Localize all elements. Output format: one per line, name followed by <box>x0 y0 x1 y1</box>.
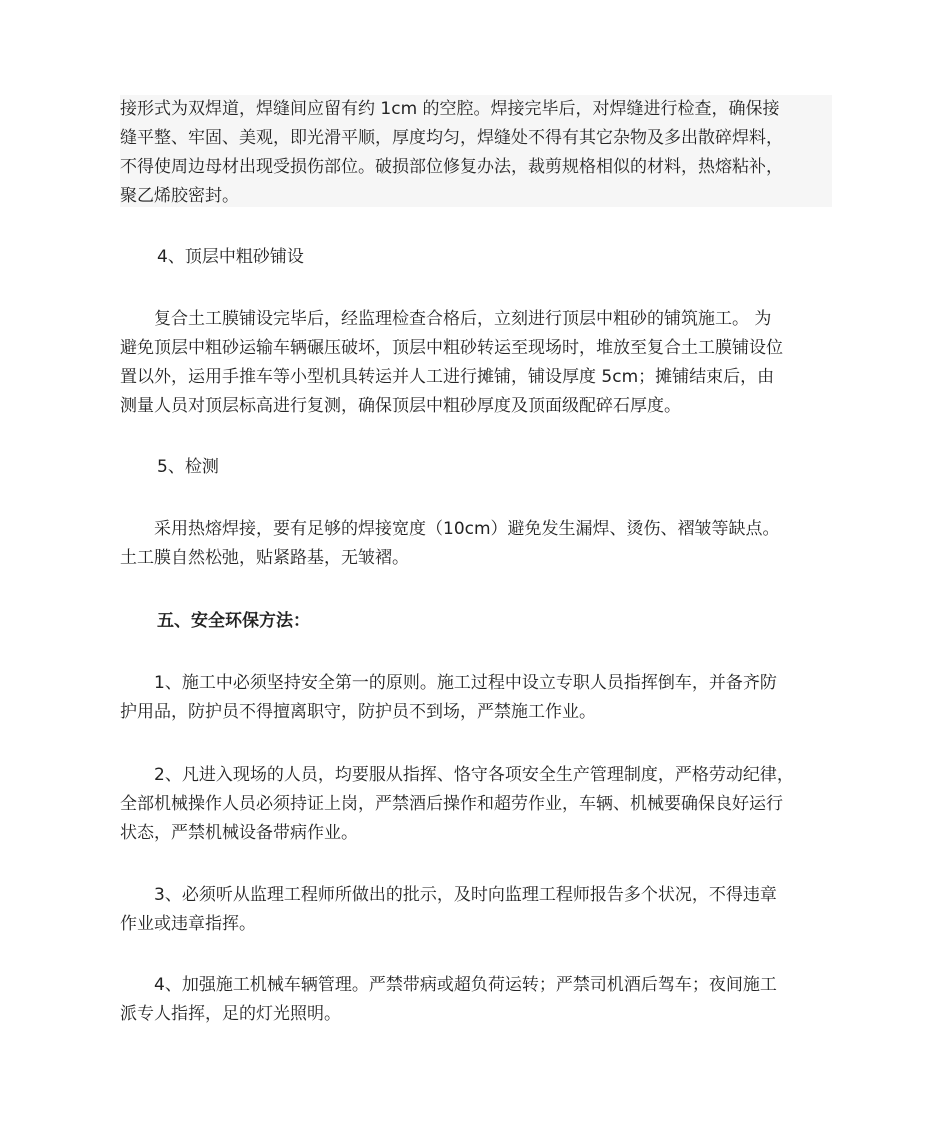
section-heading: 4、顶层中粗砂铺设 <box>157 247 304 267</box>
text-line: 作业或违章指挥。 <box>120 914 256 934</box>
section-title: 五、安全环保方法： <box>157 611 310 631</box>
text-line: 派专人指挥，足的灯光照明。 <box>120 1004 341 1024</box>
safety-item-3 <box>120 881 832 939</box>
text-line: 置以外，运用手推车等小型机具转运并人工进行摊铺，铺设厚度 5cm；摊铺结束后，由 <box>120 367 775 387</box>
text-line: 护用品，防护员不得擅离职守，防护员不到场，严禁施工作业。 <box>120 702 596 722</box>
text-line: 1、施工中必须坚持安全第一的原则。施工过程中设立专职人员指挥倒车，并备齐防 <box>120 673 777 693</box>
text-line: 4、加强施工机械车辆管理。严禁带病或超负荷运转；严禁司机酒后驾车；夜间施工 <box>120 975 777 995</box>
text-line: 3、必须听从监理工程师所做出的批示，及时向监理工程师报告多个状况，不得违章 <box>120 885 777 905</box>
text-line: 不得使周边母材出现受损伤部位。破损部位修复办法，裁剪规格相似的材料，热熔粘补， <box>120 157 783 177</box>
paragraph-inspection <box>120 515 832 573</box>
text-line: 状态，严禁机械设备带病作业。 <box>120 823 358 843</box>
text-line: 测量人员对顶层标高进行复测，确保顶层中粗砂厚度及顶面级配碎石厚度。 <box>120 396 681 416</box>
text-line: 2、凡进入现场的人员，均要服从指挥、恪守各项安全生产管理制度，严格劳动纪律， <box>120 765 794 785</box>
text-line: 避免顶层中粗砂运输车辆碾压破坏，顶层中粗砂转运至现场时，堆放至复合土工膜铺设位 <box>120 338 783 358</box>
text-line: 缝平整、牢固、美观，即光滑平顺，厚度均匀，焊缝处不得有其它杂物及多出散碎焊料， <box>120 128 783 148</box>
paragraph-welding-inspection <box>120 95 832 211</box>
text-line: 复合土工膜铺设完毕后，经监理检查合格后，立刻进行顶层中粗砂的铺筑施工。 为 <box>120 309 772 329</box>
section-heading: 5、检测 <box>157 457 219 477</box>
text-line: 聚乙烯胶密封。 <box>120 186 239 206</box>
safety-item-2 <box>120 761 832 848</box>
safety-item-4 <box>120 971 832 1029</box>
text-line: 接形式为双焊道，焊缝间应留有约 1cm 的空腔。焊接完毕后，对焊缝进行检查，确保接 <box>120 99 780 119</box>
heading-safety-environment <box>120 607 832 636</box>
text-line: 全部机械操作人员必须持证上岗，严禁酒后操作和超劳作业，车辆、机械要确保良好运行 <box>120 794 783 814</box>
paragraph-sand-laying <box>120 305 832 421</box>
text-line: 采用热熔焊接，要有足够的焊接宽度（10cm）避免发生漏焊、烫伤、褶皱等缺点。 <box>120 519 780 539</box>
heading-top-sand-laying <box>120 243 832 272</box>
heading-inspection <box>120 453 832 482</box>
safety-item-1 <box>120 669 832 727</box>
text-line: 土工膜自然松弛，贴紧路基，无皱褶。 <box>120 548 409 568</box>
